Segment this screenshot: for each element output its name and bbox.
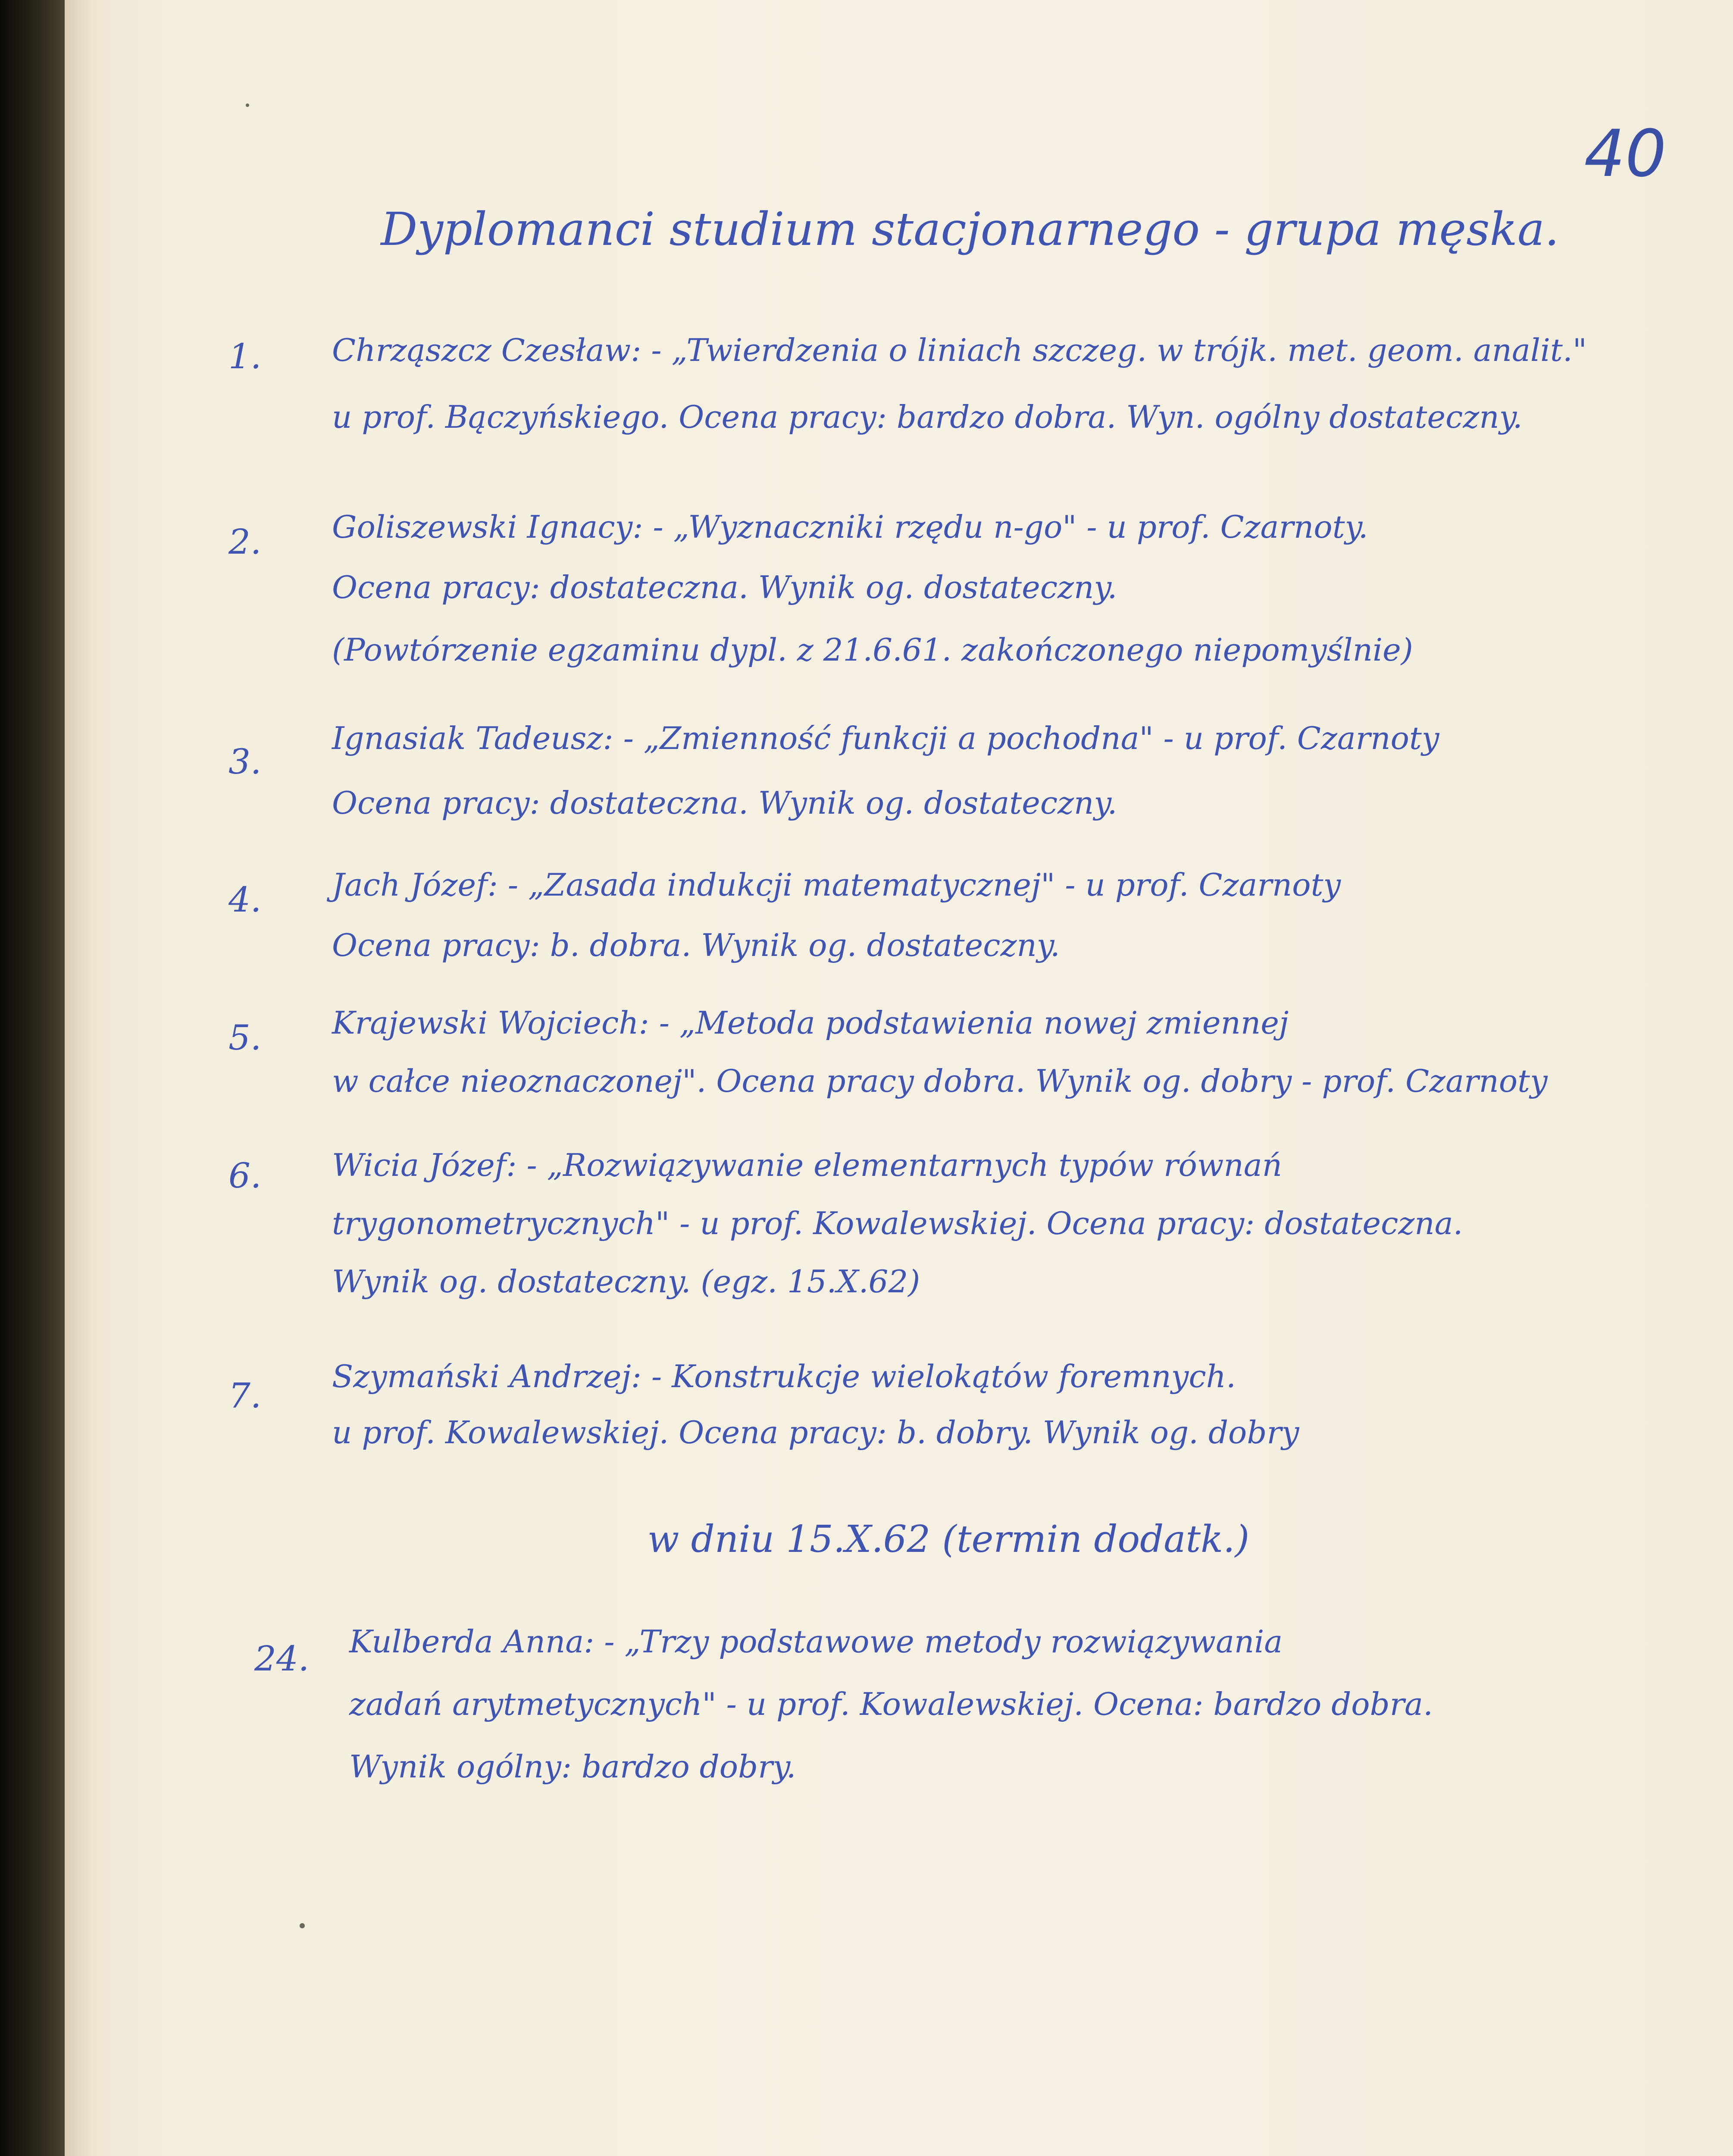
- entry-number: 1.: [228, 336, 262, 376]
- entry-number: 6.: [228, 1156, 262, 1196]
- entry-number: 4.: [228, 880, 262, 920]
- entry-line: u prof. Kowalewskiej. Ocena pracy: b. dobry. Wynik og. dobry: [332, 1414, 1299, 1451]
- entry-number: 24.: [254, 1639, 310, 1679]
- entry-line: Wynik ogólny: bardzo dobry.: [349, 1749, 796, 1785]
- entry-number: 2.: [228, 522, 262, 562]
- entry-line: Krajewski Wojciech: - „Metoda podstawienia nowej zmiennej: [332, 1005, 1289, 1041]
- entry-number: 7.: [228, 1376, 262, 1416]
- entry-line: Ocena pracy: dostateczna. Wynik og. dostateczny.: [332, 785, 1117, 821]
- entry-line: Goliszewski Ignacy: - „Wyznaczniki rzędu n-go" - u prof. Czarnoty.: [332, 509, 1368, 545]
- entry-line: Wicia Józef: - „Rozwiązywanie elementarnych typów równań: [332, 1147, 1283, 1183]
- book-binding: [0, 0, 65, 2156]
- entry-line: Jach Józef: - „Zasada indukcji matematycznej" - u prof. Czarnoty: [332, 867, 1341, 903]
- entry-line: Ocena pracy: dostateczna. Wynik og. dostateczny.: [332, 569, 1117, 605]
- entry-line: zadań arytmetycznych" - u prof. Kowalewskiej. Ocena: bardzo dobra.: [349, 1686, 1433, 1722]
- entry-number: 3.: [228, 742, 262, 782]
- entry-line: Wynik og. dostateczny. (egz. 15.X.62): [332, 1263, 920, 1300]
- entry-line: trygonometrycznych" - u prof. Kowalewskiej. Ocena pracy: dostateczna.: [332, 1205, 1463, 1241]
- page-heading: Dyplomanci studium stacjonarnego - grupa męska.: [381, 203, 1559, 256]
- entry-line: u prof. Bączyńskiego. Ocena pracy: bardzo dobra. Wyn. ogólny dostateczny.: [332, 399, 1523, 435]
- page-number: 40: [1584, 116, 1667, 191]
- entry-number: 5.: [228, 1018, 262, 1058]
- ink-speck: [300, 1923, 305, 1928]
- entry-line: Kulberda Anna: - „Trzy podstawowe metody rozwiązywania: [349, 1623, 1283, 1660]
- ink-speck: [246, 103, 249, 107]
- entry-line: Chrząszcz Czesław: - „Twierdzenia o liniach szczeg. w trójk. met. geom. analit.": [332, 332, 1587, 368]
- entry-line: Ignasiak Tadeusz: - „Zmienność funkcji a pochodna" - u prof. Czarnoty: [332, 720, 1439, 756]
- entry-line: Ocena pracy: b. dobra. Wynik og. dostateczny.: [332, 927, 1060, 963]
- entry-line: w całce nieoznaczonej". Ocena pracy dobra. Wynik og. dobry - prof. Czarnoty: [332, 1063, 1548, 1099]
- entry-line: (Powtórzenie egzaminu dypl. z 21.6.61. zakończonego niepomyślnie): [332, 632, 1413, 668]
- entry-line: Szymański Andrzej: - Konstrukcje wielokątów foremnych.: [332, 1358, 1236, 1395]
- notebook-page: [65, 0, 1733, 2156]
- date-separator: w dniu 15.X.62 (termin dodatk.): [647, 1518, 1250, 1561]
